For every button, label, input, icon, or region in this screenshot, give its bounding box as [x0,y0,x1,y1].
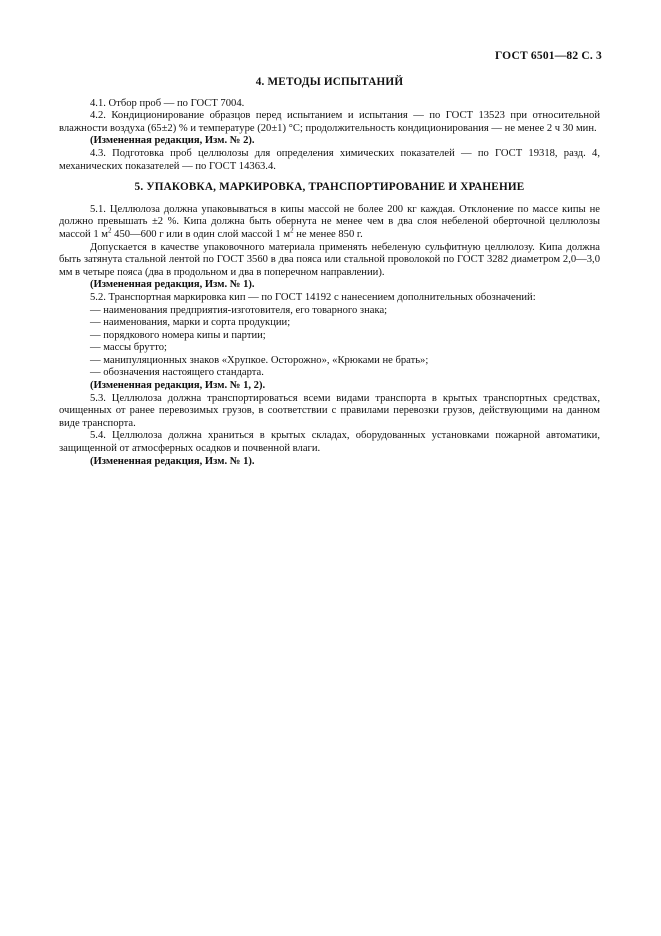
document-body [59,76,600,468]
paragraph-5-4: 5.4. Целлюлоза должна храниться в крытых складах, оборудованных установками пожарной автоматики, защищенной от атмосферных осадков и почвенной влаги. [59,430,600,455]
amendment-note: (Измененная редакция, Изм. № 1, 2). [90,380,266,392]
paragraph-4-2: 4.2. Кондиционирование образцов перед испытанием и испытания — по ГОСТ 13523 при относительной влажности воздуха (65±2) % и температуре (20±1) °С; продолжительность кондиционирования — не менее 2 ч 30 мин. [59,110,600,134]
superscript-2: 2 [108,226,112,235]
paragraph-5-1-part-c: не менее 850 г. [293,228,363,240]
list-item: — массы брутто; [90,342,167,354]
list-item: — наименования предприятия-изготовителя, его товарного знака; [90,304,388,316]
amendment-note: (Измененная редакция, Изм. № 1). [90,279,255,291]
paragraph-5-1-part-b: 450—600 г или в один слой массой 1 м [111,228,291,240]
paragraph-5-2: 5.2. Транспортная маркировка кип — по ГОСТ 14192 с нанесением дополнительных обозначений: [90,291,536,303]
section-4-title: 4. МЕТОДЫ ИСПЫТАНИЙ [255,76,404,88]
paragraph-4-3: 4.3. Подготовка проб целлюлозы для определения химических показателей — по ГОСТ 19318, разд. 4, механических показателей — по ГОСТ 14363.4. [59,147,600,172]
paragraph-5-1-part-a: 5.1. Целлюлоза должна упаковываться в кипы массой не более 200 кг каждая. Отклонение по массе кипы не должно превышать ±2 %. Кипа должна быть обернута не менее чем в два слоя небеленой оберточной целлюлозы массой 1 м [59,203,600,240]
list-item: — порядкового номера кипы и партии; [90,329,266,341]
list-item: — манипуляционных знаков «Хрупкое. Осторожно», «Крюками не брать»; [90,354,429,366]
list-item: — наименования, марки и сорта продукции; [90,317,291,329]
amendment-note: (Измененная редакция, Изм. № 2). [90,135,255,147]
page-header: ГОСТ 6501—82 С. 3 [494,50,602,62]
section-5-title: 5. УПАКОВКА, МАРКИРОВКА, ТРАНСПОРТИРОВАНИЕ И ХРАНЕНИЕ [134,181,525,194]
paragraph-5-1-packing: Допускается в качестве упаковочного материала применять небеленую сульфитную целлюлозу. Кипа должна быть затянута стальной лентой по ГОСТ 3560 в два пояса или стальной проволокой по ГОСТ 3282 диаметром 2,0—3,0 мм в четыре пояса (два в продольном и два в поперечном направлении). [59,241,600,278]
list-item: — обозначения настоящего стандарта. [90,367,264,379]
superscript-2: 2 [290,226,294,235]
paragraph-5-1 [59,204,600,242]
paragraph-5-3: 5.3. Целлюлоза должна транспортироваться всеми видами транспорта в крытых транспортных средствах, очищенных от ранее перевозимых грузов, в соответствии с правилами перевозки грузов, действующими на данном виде транспорта. [59,392,600,429]
paragraph-4-1: 4.1. Отбор проб — по ГОСТ 7004. [90,97,245,109]
amendment-note: (Измененная редакция, Изм. № 1). [90,455,255,467]
